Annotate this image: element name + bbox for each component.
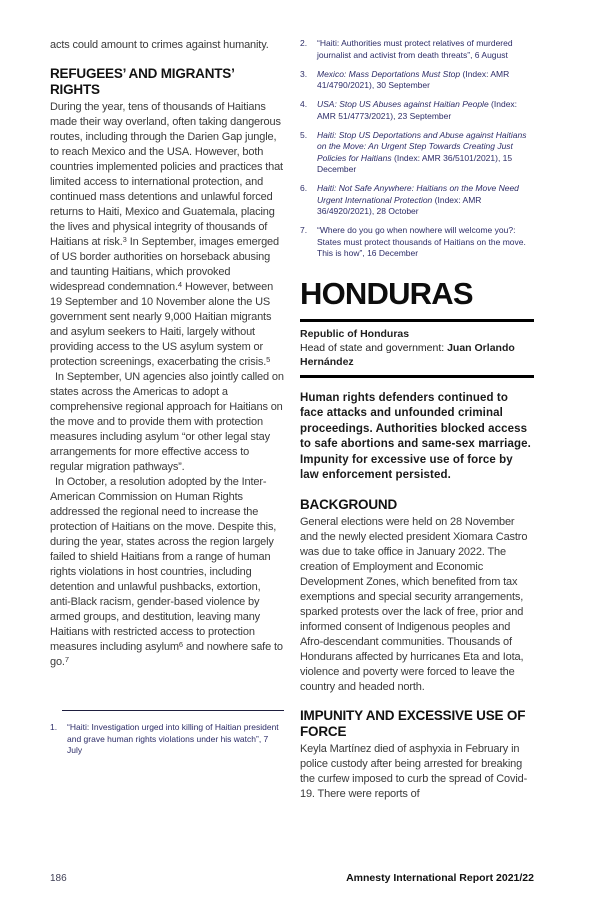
paragraph: In October, a resolution adopted by the Inter-American Commission on Human Rights addressed the regional need to increase the protection of Haitians on the move. Despite this, during the year, states across the region largely failed to shield Haitians from a range of human rights violations in host countries, including detention and unlawful pushbacks, extortion, anti-Black racism, gender-based violence by armed groups, and destitution, leaving many Haitians with restricted access to protection measures including asylum$^6$ and nowhere safe to go.$^7$ xyxy=(50,476,283,668)
footnote-number: 2. xyxy=(300,38,308,48)
footnote-number: 7. xyxy=(300,225,308,235)
head-of-state-line: Head of state and government: Juan Orlando Hernández xyxy=(300,341,515,368)
country-summary: Human rights defenders continued to face attacks and unfounded criminal proceedings. Authorities blocked access to safe abortions and same-sex marriage. Impunity for excessive use of force by law enforcement persisted. xyxy=(300,391,531,481)
footnote-text: Mexico: Mass Deportations Must Stop (Index: AMR 41/4790/2021), 30 September xyxy=(317,68,510,90)
section-heading-impunity: IMPUNITY AND EXCESSIVE USE OF FORCE xyxy=(300,708,526,739)
paragraph: During the year, tens of thousands of Haitians made their way overland, often taking dangerous routes, including through the Darien Gap jungle, to reach Mexico and the USA. However, both countries implemented policies and practices that limited access to international protection, and continued mass detentions and unlawful forced returns to Haiti, Mexico and Guatemala, placing the lives and physical integrity of thousands of Haitians at risk.$^3$ In September, images emerged of US border authorities on horseback abusing and taunting Haitians, which provoked widespread condemnation.$^4$ However, between 19 September and 10 November alone the US government sent nearly 9,000 Haitian migrants and asylum seekers to Haiti, largely without providing access to the US asylum system or protection screenings, exacerbating the crisis.$^5$ xyxy=(50,101,283,368)
footnote-number: 6. xyxy=(300,183,308,193)
divider-rule-top xyxy=(300,319,534,322)
footnote-text: “Haiti: Investigation urged into killing of Haitian president and grave human rights violations under his watch”, 7 July xyxy=(67,722,279,755)
paragraph-continuation: acts could amount to crimes against humanity. xyxy=(50,39,269,51)
footnote-7 xyxy=(300,225,534,260)
footnote-number: 1. xyxy=(50,722,58,732)
paragraph: In September, UN agencies also jointly called on states across the Americas to adopt a comprehensive regional approach for Haitians on the move and to provide them with protection measures including asylum “or other legal stay arrangements for more effective access to regular migration pathways”. xyxy=(50,371,284,473)
page-number: 186 xyxy=(50,873,67,884)
footnote-4 xyxy=(300,99,534,122)
footnote-3 xyxy=(300,69,534,92)
divider-rule-bottom xyxy=(300,375,534,378)
right-column xyxy=(300,38,534,802)
footnote-number: 5. xyxy=(300,129,308,140)
footnote-number: 3. xyxy=(300,68,308,79)
section-heading-background: BACKGROUND xyxy=(300,496,397,512)
footnote-5 xyxy=(300,130,534,176)
page-footer xyxy=(50,872,534,884)
country-meta xyxy=(300,327,534,369)
footnote-text: “Where do you go when nowhere will welcome you?: States must protect thousands of Haitians on the move. This is how”, 16 December xyxy=(317,225,526,258)
paragraph: Keyla Martínez died of asphyxia in February in police custody after being arrested for breaking the curfew imposed to curb the spread of Covid-19. There were reports of xyxy=(300,743,528,800)
footnote-number: 4. xyxy=(300,99,308,109)
footnote-2 xyxy=(300,38,534,61)
country-official-name: Republic of Honduras xyxy=(300,327,410,340)
footnote-6 xyxy=(300,183,534,218)
footnote-text: Haiti: Not Safe Anywhere: Haitians on the Move Need Urgent International Protection (Index: AMR 36/4920/2021), 28 October xyxy=(317,183,519,216)
footnote-text: USA: Stop US Abuses against Haitian People (Index: AMR 51/4773/2021), 23 September xyxy=(317,99,518,121)
paragraph: General elections were held on 28 November and the newly elected president Xiomara Castro was due to take office in January 2022. The creation of Employment and Economic Development Zones, which benefited from tax exemptions and special security arrangements, sparked protests over the lack of free, prior and informed consent of Indigenous peoples and Afro-descendant communities. Thousands of Hondurans affected by hurricanes Eta and Iota, violence and poverty were forced to leave the country and headed north. xyxy=(300,516,528,693)
footnote-text: Haiti: Stop US Deportations and Abuse against Haitians on the Move: An Urgent Step Towards Creating Just Policies for Haitians (Index: AMR 36/5101/2021), 15 December xyxy=(317,129,527,174)
footnote-divider xyxy=(62,710,284,711)
left-column xyxy=(50,38,284,764)
section-heading-refugees-rights: REFUGEES’ AND MIGRANTS’ RIGHTS xyxy=(50,66,234,97)
report-title: Amnesty International Report 2021/22 xyxy=(346,872,534,884)
footnote-text: “Haiti: Authorities must protect relatives of murdered journalist and activist from death threats”, 6 August xyxy=(317,38,513,60)
country-title-honduras: HONDURAS xyxy=(300,275,473,311)
footnote-1 xyxy=(50,722,284,757)
